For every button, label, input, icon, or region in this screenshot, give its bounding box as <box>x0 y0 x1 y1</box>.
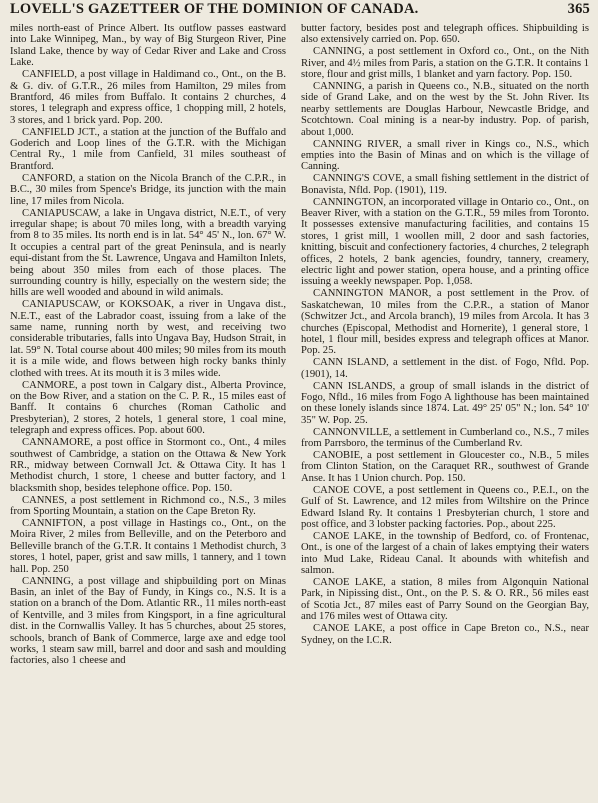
continued-text: miles north-east of Prince Albert. Its outflow passes eastward into Lake Winnipeg, Man., by way of Big Sturgeon River, Pine Island Lake, thence by way of Cedar River and Lake and Cross Lake. <box>10 23 286 69</box>
page-number: 365 <box>567 1 590 17</box>
gazetteer-entry: CANMORE, a post town in Calgary dist., Alberta Province, on the Bow River, and a station on the C. P. R., 15 miles east of Banff. It contains 6 churches (Roman Catholic and Presbyterian), 2 stores, 2 hotels, 1 general store, 1 coal mine, telegraph and express offices. Pop. about 600. <box>10 379 286 437</box>
left-column <box>10 23 286 667</box>
gazetteer-entry: CANOBIE, a post settlement in Gloucester co., N.B., 5 miles from Clinton Station, on the Caraquet RR., southwest of Grande Anse. It has 1 Union church. Pop. 150. <box>301 450 589 484</box>
gazetteer-entry: CANIAPUSCAW, or KOKSOAK, a river in Ungava dist., N.E.T., east of the Labrador coast, issuing from a lake of the same name, running north by west, and receiving two considerable tributaries, falls into Ungava Bay, Hudson Strait, in lat. 59° N. Total course about 400 miles; 90 miles from its mouth it is a mile wide, and flows between high rocky banks thinly clothed with trees. At its mouth it is 3 miles wide. <box>10 299 286 379</box>
gazetteer-entry: CANNAMORE, a post office in Stormont co., Ont., 4 miles southwest of Cambridge, a station on the Ottawa & New York RR., midway between Cornwall Jct. & Ottawa City. It has 1 Methodist church, 1 store, 1 cheese and butter factory, and 1 blacksmith shop, besides telephone office. Pop. 150. <box>10 437 286 494</box>
gazetteer-entry: CANFIELD JCT., a station at the junction of the Buffalo and Goderich and Loop lines of the G.T.R. with the Michigan Central Ry., 1 mile from Canfield, 31 miles southeast of Brantford. <box>10 126 286 172</box>
continued-text: butter factory, besides post and telegraph offices. Shipbuilding is also extensively carried on. Pop. 650. <box>301 23 589 46</box>
gazetteer-entry: CANN ISLAND, a settlement in the dist. of Fogo, Nfld. Pop. (1901), 14. <box>301 357 589 380</box>
gazetteer-entry: CANNING, a post settlement in Oxford co., Ont., on the Nith River, and 4½ miles from Paris, a station on the G.T.R. It contains 1 store, flour and grist mills, 1 blanket and yarn factory. Pop. 150. <box>301 46 590 81</box>
gazetteer-entry: CANNES, a post settlement in Richmond co., N.S., 3 miles from Sporting Mountain, a station on the Cape Breton Ry. <box>10 494 286 518</box>
gazetteer-entry: CANIAPUSCAW, a lake in Ungava district, N.E.T., of very irregular shape; is about 70 miles long, with a breadth varying from 8 to 35 miles. Its north end is in lat. 54° 45' N., lon. 67° W. It occupies a central part of the great Peninsula, and is nearly equi-distant from the St. Lawrence, Ungava and Hamilton Inlets, being about 350 miles from each of those places. The surrounding country is hilly, especially on the western side; the hills are well wooded and abound in wild animals. <box>10 207 286 299</box>
gazetteer-entry: CANNINGTON MANOR, a post settlement in the Prov. of Saskatchewan, 10 miles from the C.P.R., a station of Manor (Schwitzer Jct., and Arcola branch), 19 miles from Arcola. It has 3 churches (Episcopal, Methodist and Hornerite), 1 general store, 1 hotel, 1 flour mill, besides express and telegraph offices at Manor. Pop. 25. <box>301 288 589 357</box>
gazetteer-entry: CANNIFTON, a post village in Hastings co., Ont., on the Moira River, 2 miles from Belleville, and on the Peterboro and Belleville branch of the G.T.R. It contains 1 Methodist church, 3 stores, 1 hotel, paper, grist and saw mills, 1 tannery, and 1 town hall. Pop. 250 <box>10 517 286 575</box>
gazetteer-entry: CANNONVILLE, a settlement in Cumberland co., N.S., 7 miles from Parrsboro, the terminus of the Cumberland Rv. <box>301 426 589 450</box>
gazetteer-entry: CANN ISLANDS, a group of small islands in the district of Fogo, Nfld., 16 miles from Fogo A lighthouse has been maintained on these lonely islands since 1874. Lat. 49° 25' 05" N.; lon. 54° 10' 35" W. Pop. 25. <box>301 380 589 426</box>
gazetteer-entry: CANOE LAKE, a station, 8 miles from Algonquin National Park, in Nipissing dist., Ont., on the P. S. & O. RR., 56 miles east of Scotia Jct., 87 miles east of Parry Sound on the Georgian Bay, and 176 miles west of Ottawa city. <box>301 577 589 623</box>
gazetteer-entry: CANFIELD, a post village in Haldimand co., Ont., on the B. & G. div. of G.T.R., 26 miles from Hamilton, 29 miles from Brantford, 46 miles from Buffalo. It contains 2 churches, 4 stores, 1 telegraph and express office, 1 chopping mill, 2 hotels, 3 stores, and 1 brick yard. Pop. 200. <box>10 69 286 126</box>
gazetteer-entry: CANFORD, a station on the Nicola Branch of the C.P.R., in B.C., 30 miles from Spence's Bridge, its junction with the main line, 17 miles from Nicola. <box>10 172 286 207</box>
gazetteer-entry: CANNINGTON, an incorporated village in Ontario co., Ont., on Beaver River, with a station on the G.T.R., 59 miles from Toronto. It possesses extensive manufacturing facilities, and contains 15 stores, 1 grist mill, 1 woollen mill, 2 door and sash factories, knitting, biscuit and confectionery factories, 4 churches, 2 telegraph offices, 2 hotels, 2 bank agencies, foundry, tannery, creamery, electric light and power station, opera house, and a printing office issuing a weekly newspaper. Pop. 1,058. <box>301 196 589 288</box>
gazetteer-entry: CANOE LAKE, a post office in Cape Breton co., N.S., near Sydney, on the I.C.R. <box>301 623 589 646</box>
right-column <box>301 23 589 646</box>
page-header <box>0 0 598 22</box>
gazetteer-entry: CANNING, a parish in Queens co., N.B., situated on the north side of Grand Lake, and on the west by the St. John River. Its nearby settlements are Douglas Harbour, Newcastle Bridge, and Scotchtown. Coal mining is a near-by industry. Pop. of parish, about 1,000. <box>301 81 589 138</box>
gazetteer-entry: CANNING, a post village and shipbuilding port on Minas Basin, an inlet of the Bay of Fundy, in Kings co., N.S. It is a station on a branch of the Dom. Atlantic RR., 11 miles north-east of Kentville, and 3 miles from Kingsport, in a fine agricultural dist. in the Cornwallis Valley. It has 5 churches, about 25 stores, schools, branch of Bank of Commerce, large axe and edge tool works, 1 steam saw mill, barrel and door and sash and moulding factories, also 1 cheese and <box>10 575 286 667</box>
gazetteer-entry: CANOE COVE, a post settlement in Queens co., P.E.I., on the Gulf of St. Lawrence, and 12 miles from Wiltshire on the Prince Edward Island Ry. It contains 1 Presbyterian church, 1 store and post office, and 3 lobster packing factories. Pop., about 225. <box>301 484 589 530</box>
gazetteer-entry: CANNING RIVER, a small river in Kings co., N.S., which empties into the Basin of Minas and on which is the village of Canning. <box>301 138 589 173</box>
running-head: LOVELL'S GAZETTEER OF THE DOMINION OF CANADA. <box>10 1 419 17</box>
gazetteer-entry: CANOE LAKE, in the township of Bedford, co. of Frontenac, Ont., is one of the largest of a chain of lakes emptying their waters into Mud Lake, Rideau Canal. It abounds with whitefish and salmon. <box>301 530 589 577</box>
gazetteer-entry: CANNING'S COVE, a small fishing settlement in the district of Bonavista, Nfld. Pop. (1901), 119. <box>301 173 589 196</box>
